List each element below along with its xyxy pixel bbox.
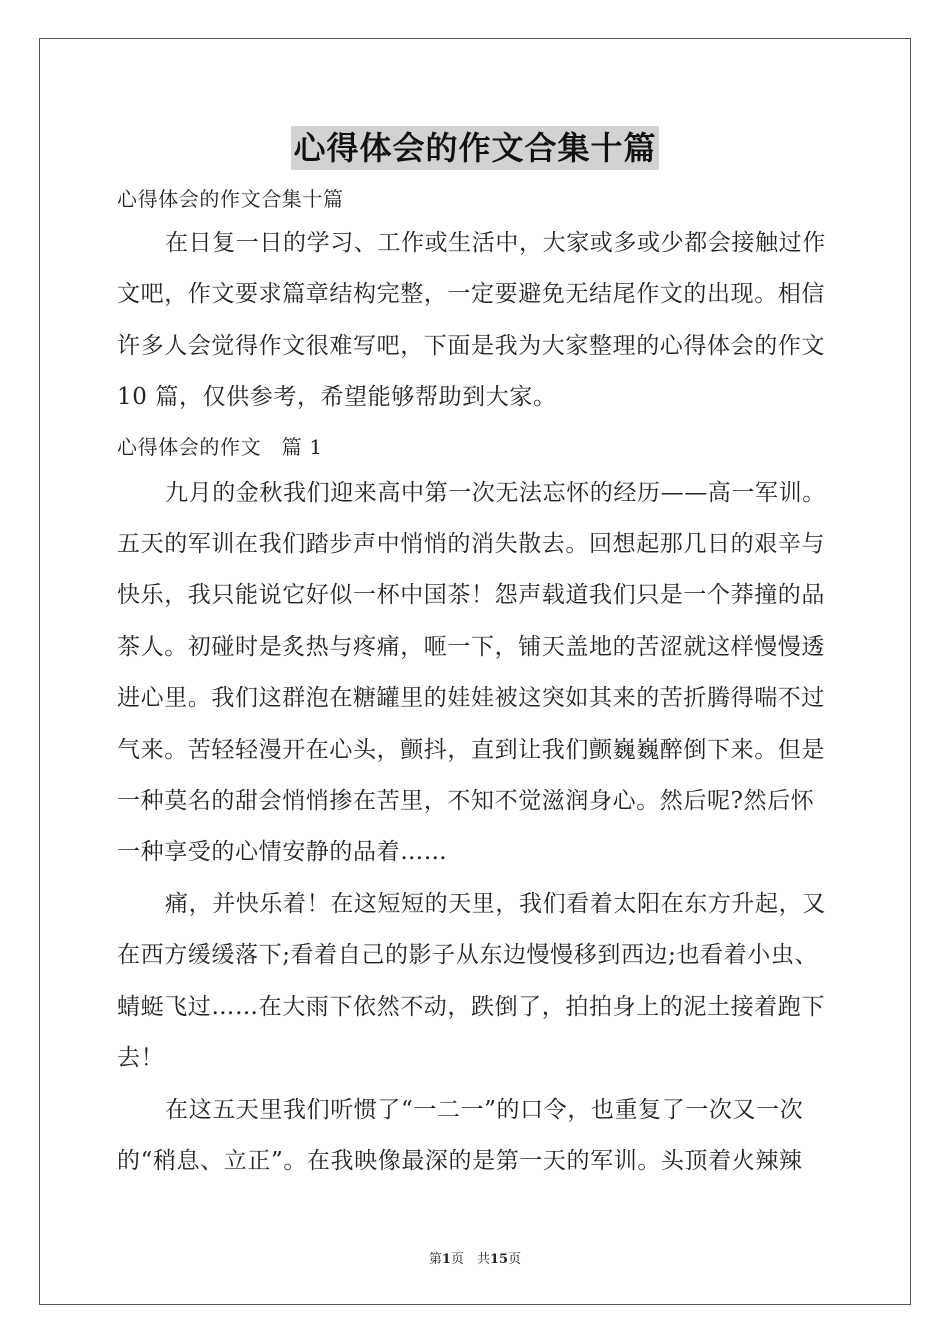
- footer-page-suffix: 页 共: [450, 1252, 490, 1267]
- paragraph-line: 九月的金秋我们迎来高中第一次无法忘怀的经历——高一军训。: [165, 479, 826, 506]
- paragraph-2: [117, 879, 837, 1085]
- paragraph-line: 10 篇，仅供参考，希望能够帮助到大家。: [117, 384, 557, 411]
- document-body: [117, 180, 837, 1187]
- footer-page-current: 1: [441, 1252, 451, 1267]
- paragraph-line: 蜻蜓飞过……在大雨下依然不动，跌倒了，拍拍身上的泥土接着跑下: [117, 993, 825, 1020]
- paragraph-line: 气来。苦轻轻漫开在心头，颤抖，直到让我们颤巍巍醉倒下来。但是: [117, 736, 825, 763]
- document-title: 心得体会的作文合集十篇: [291, 126, 658, 170]
- paragraph-line: 许多人会觉得作文很难写吧，下面是我为大家整理的心得体会的作文: [117, 332, 825, 359]
- paragraph-3: [117, 1085, 837, 1188]
- paragraph-line: 痛，并快乐着！在这短短的天里，我们看着太阳在东方升起，又: [165, 890, 826, 917]
- paragraph-line: 一种莫名的甜会悄悄掺在苦里，不知不觉滋润身心。然后呢?然后怀: [117, 788, 815, 815]
- footer-page-total: 15: [489, 1252, 509, 1267]
- paragraph-line: 五天的军训在我们踏步声中悄悄的消失散去。回想起那几日的艰辛与: [117, 531, 825, 558]
- paragraph-line: 一种享受的心情安静的品着……: [117, 839, 448, 866]
- paragraph-line: 进心里。我们这群泡在糖罐里的娃娃被这突如其来的苦折腾得喘不过: [117, 685, 825, 712]
- footer-page-prefix: 第: [428, 1252, 442, 1267]
- subtitle: 心得体会的作文合集十篇: [117, 187, 344, 211]
- paragraph-line: 文吧，作文要求篇章结构完整，一定要避免无结尾作文的出现。相信: [117, 281, 825, 308]
- intro-paragraph: [117, 218, 837, 424]
- section-heading: 心得体会的作文 篇 1: [117, 434, 323, 459]
- footer-total-suffix: 页: [508, 1252, 522, 1267]
- paragraph-line: 的“稍息、立正”。在我映像最深的是第一天的军训。头顶着火辣辣: [117, 1147, 803, 1174]
- paragraph-line: 快乐，我只能说它好似一杯中国茶！怨声载道我们只是一个莽撞的品: [117, 582, 825, 609]
- paragraph-line: 在日复一日的学习、工作或生活中，大家或多或少都会接触过作: [165, 230, 826, 256]
- title-container: [0, 126, 950, 170]
- paragraph-1: [117, 468, 837, 879]
- paragraph-line: 去！: [117, 1045, 165, 1072]
- paragraph-line: 茶人。初碰时是炙热与疼痛，咂一下，铺天盖地的苦涩就这样慢慢透: [117, 633, 825, 660]
- page-footer: [0, 1248, 950, 1267]
- paragraph-line: 在西方缓缓落下;看着自己的影子从东边慢慢移到西边;也看着小虫、: [117, 942, 819, 969]
- paragraph-line: 在这五天里我们听惯了“一二一”的口令，也重复了一次又一次: [165, 1096, 804, 1123]
